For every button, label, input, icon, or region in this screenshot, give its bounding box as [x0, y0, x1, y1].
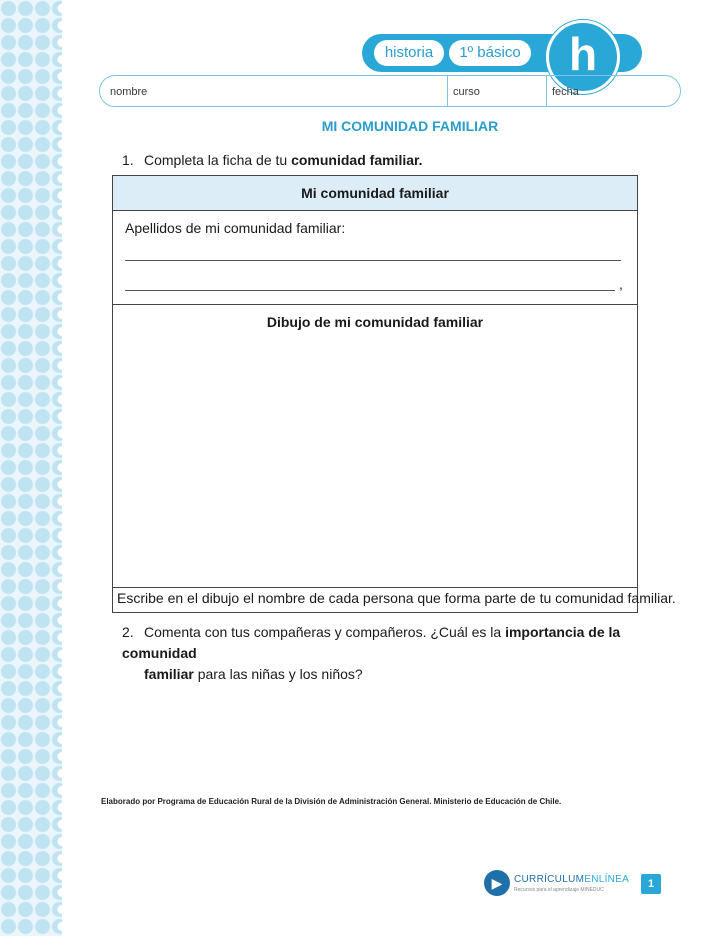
question-2	[122, 622, 642, 685]
question-number: 2.	[122, 624, 134, 640]
question-bold-text: comunidad familiar.	[291, 152, 423, 168]
decorative-side-border	[0, 0, 62, 936]
family-card	[112, 175, 676, 613]
brand-tagline: Recursos para el aprendizaje MINEDUC	[514, 887, 604, 893]
surnames-write-line[interactable]	[125, 260, 621, 261]
grade-tab: 1º básico	[449, 40, 531, 66]
section-divider	[113, 304, 637, 305]
question-text: Comenta con tus compañeras y compañeros. ¿Cuál es la	[144, 624, 506, 640]
name-field-label[interactable]: nombre	[110, 86, 148, 98]
brand-name-part: ENLÍNEA	[584, 874, 630, 885]
course-field-label[interactable]: curso	[453, 86, 480, 98]
question-bold-text: importancia de la comunidad	[122, 624, 621, 661]
line-comma: ,	[619, 276, 623, 292]
drawing-title: Dibujo de mi comunidad familiar	[266, 314, 484, 330]
page-number: 1	[641, 874, 661, 894]
play-icon: ▶	[484, 870, 510, 896]
section-divider	[113, 587, 637, 588]
credit-line: Elaborado por Programa de Educación Rural de la División de Administración General. Ministerio de Educación de Chile.	[101, 797, 562, 806]
student-info-bar	[99, 75, 681, 107]
surnames-write-line[interactable]	[125, 290, 615, 291]
drawing-area[interactable]	[113, 336, 637, 586]
question-number: 1.	[122, 152, 134, 168]
card-heading: Mi comunidad familiar	[113, 176, 637, 211]
question-text: para las niñas y los niños?	[193, 666, 363, 682]
info-divider	[447, 76, 448, 106]
brand-name	[514, 874, 629, 885]
page-title: MI COMUNIDAD FAMILIAR	[321, 118, 499, 134]
brand-name-part: CURRÍCULUM	[514, 874, 585, 885]
date-field-label[interactable]: fecha	[552, 86, 579, 98]
subject-logo: h	[546, 20, 620, 94]
question-1	[122, 150, 423, 171]
subject-tab: historia	[374, 40, 444, 66]
surnames-label: Apellidos de mi comunidad familiar:	[125, 220, 346, 236]
question-bold-text: familiar	[144, 666, 194, 682]
question-text: Completa la ficha de tu	[144, 152, 292, 168]
info-divider	[546, 76, 547, 106]
card-instruction: Escribe en el dibujo el nombre de cada persona que forma parte de tu comunidad familiar.	[117, 590, 676, 606]
